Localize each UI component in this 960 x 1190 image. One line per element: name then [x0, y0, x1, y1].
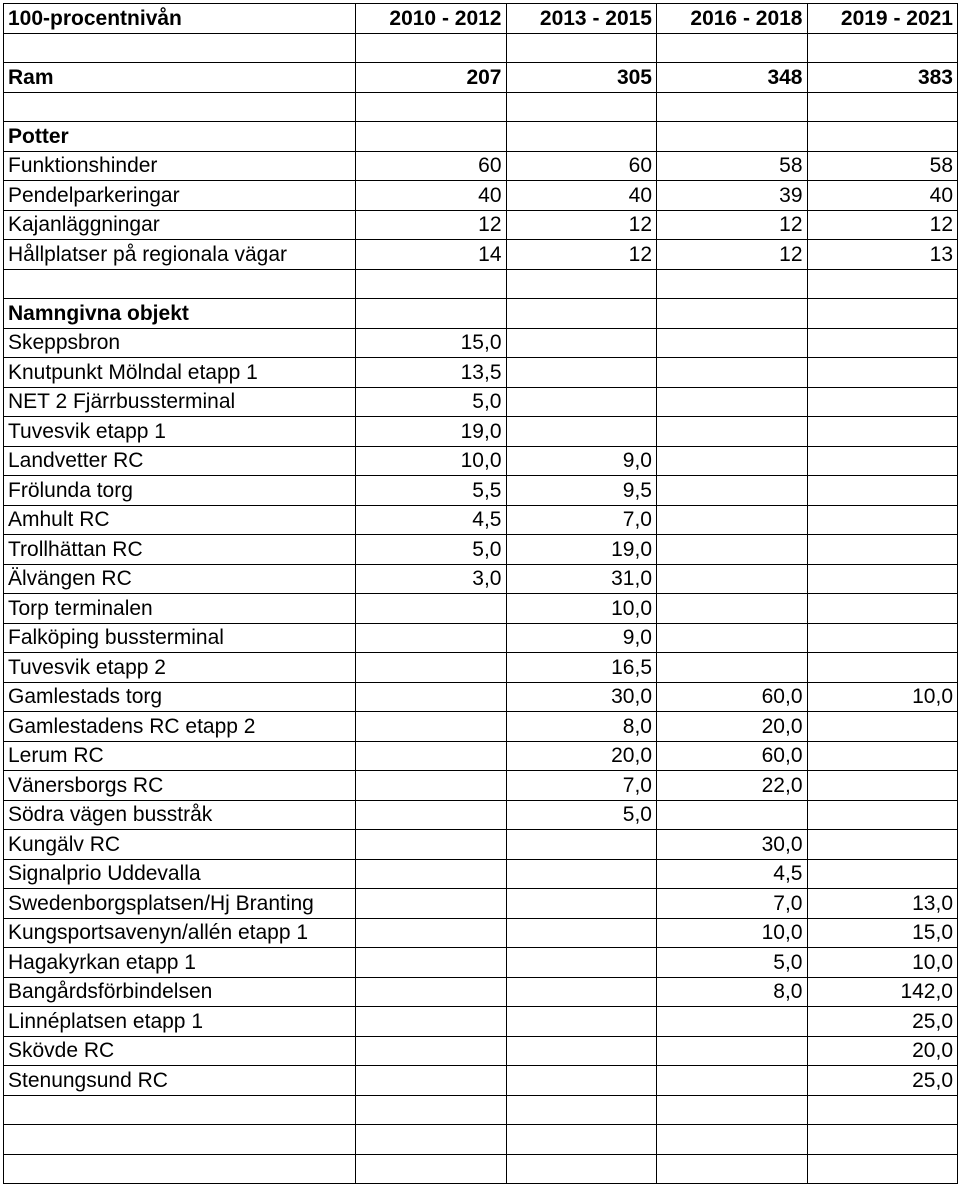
row-label-cell: Swedenborgsplatsen/Hj Branting: [4, 889, 356, 919]
row-label-cell: Kungälv RC: [4, 830, 356, 860]
row-value-cell: 16,5: [506, 653, 657, 683]
row-value-cell: [356, 1007, 507, 1037]
row-value-cell: 13: [807, 240, 958, 270]
row-value-cell: 19,0: [356, 417, 507, 447]
row-value-cell: 30,0: [506, 682, 657, 712]
row-value-cell: [356, 830, 507, 860]
row-value-cell: 14: [356, 240, 507, 270]
row-value-cell: 4,5: [657, 859, 808, 889]
row-value-cell: [807, 535, 958, 565]
row-value-cell: 8,0: [657, 977, 808, 1007]
row-value-cell: [356, 1066, 507, 1096]
row-value-cell: [356, 33, 507, 63]
row-value-cell: [657, 33, 808, 63]
row-value-cell: 40: [506, 181, 657, 211]
row-value-cell: [657, 594, 808, 624]
table-row: [4, 594, 958, 624]
row-value-cell: [807, 33, 958, 63]
row-label-cell: Linnéplatsen etapp 1: [4, 1007, 356, 1037]
row-value-cell: 348: [657, 63, 808, 93]
table-row: [4, 800, 958, 830]
row-label-cell: Skövde RC: [4, 1036, 356, 1066]
table-row: [4, 771, 958, 801]
row-value-cell: [506, 92, 657, 122]
row-label-cell: Signalprio Uddevalla: [4, 859, 356, 889]
row-value-cell: 5,0: [356, 387, 507, 417]
row-value-cell: 3,0: [356, 564, 507, 594]
row-value-cell: [807, 1154, 958, 1184]
table-row: [4, 417, 958, 447]
row-value-cell: 5,0: [506, 800, 657, 830]
header-period-cell: 2016 - 2018: [657, 4, 808, 34]
table-row: [4, 92, 958, 122]
row-value-cell: 12: [356, 210, 507, 240]
row-label-cell: Hagakyrkan etapp 1: [4, 948, 356, 978]
table-row: [4, 210, 958, 240]
row-value-cell: [657, 505, 808, 535]
row-value-cell: [506, 948, 657, 978]
row-value-cell: 5,0: [356, 535, 507, 565]
row-value-cell: [657, 1007, 808, 1037]
row-value-cell: [506, 33, 657, 63]
row-value-cell: [807, 623, 958, 653]
row-value-cell: 31,0: [506, 564, 657, 594]
row-value-cell: [506, 830, 657, 860]
table-row: [4, 240, 958, 270]
row-label-cell: Lerum RC: [4, 741, 356, 771]
row-value-cell: [657, 1125, 808, 1155]
table-row: [4, 712, 958, 742]
row-value-cell: [807, 859, 958, 889]
table-row: [4, 63, 958, 93]
row-value-cell: 60,0: [657, 741, 808, 771]
row-value-cell: [657, 800, 808, 830]
row-label-cell: Skeppsbron: [4, 328, 356, 358]
row-value-cell: [356, 682, 507, 712]
row-value-cell: [807, 712, 958, 742]
row-value-cell: [657, 476, 808, 506]
row-value-cell: 9,5: [506, 476, 657, 506]
row-value-cell: [657, 535, 808, 565]
table-row: [4, 151, 958, 181]
row-value-cell: [657, 358, 808, 388]
row-value-cell: [807, 1125, 958, 1155]
row-label-cell: Namngivna objekt: [4, 299, 356, 329]
row-value-cell: [506, 299, 657, 329]
header-period-cell: 2010 - 2012: [356, 4, 507, 34]
row-value-cell: [807, 653, 958, 683]
row-value-cell: [657, 299, 808, 329]
row-value-cell: 25,0: [807, 1066, 958, 1096]
row-value-cell: [807, 800, 958, 830]
row-value-cell: 60,0: [657, 682, 808, 712]
row-value-cell: [807, 1095, 958, 1125]
row-value-cell: 40: [807, 181, 958, 211]
row-value-cell: [506, 417, 657, 447]
row-label-cell: Gamlestadens RC etapp 2: [4, 712, 356, 742]
row-value-cell: [356, 889, 507, 919]
table-row: [4, 299, 958, 329]
row-value-cell: 15,0: [356, 328, 507, 358]
row-label-cell: Ram: [4, 63, 356, 93]
header-period-cell: 2019 - 2021: [807, 4, 958, 34]
table-row: [4, 623, 958, 653]
row-value-cell: [807, 505, 958, 535]
row-value-cell: 30,0: [657, 830, 808, 860]
row-value-cell: [506, 1095, 657, 1125]
table-row: [4, 948, 958, 978]
row-value-cell: 5,5: [356, 476, 507, 506]
table-row: [4, 122, 958, 152]
row-label-cell: NET 2 Fjärrbussterminal: [4, 387, 356, 417]
row-value-cell: [356, 1036, 507, 1066]
row-label-cell: Tuvesvik etapp 1: [4, 417, 356, 447]
row-value-cell: [356, 1095, 507, 1125]
row-value-cell: 19,0: [506, 535, 657, 565]
row-value-cell: [506, 1066, 657, 1096]
row-value-cell: 60: [506, 151, 657, 181]
row-value-cell: 7,0: [657, 889, 808, 919]
row-value-cell: 13,0: [807, 889, 958, 919]
row-value-cell: [356, 800, 507, 830]
row-label-cell: [4, 269, 356, 299]
row-value-cell: [657, 564, 808, 594]
row-value-cell: [657, 653, 808, 683]
row-value-cell: [506, 859, 657, 889]
row-value-cell: 12: [657, 210, 808, 240]
table-row: [4, 653, 958, 683]
row-label-cell: [4, 1154, 356, 1184]
row-value-cell: [807, 564, 958, 594]
row-value-cell: [506, 977, 657, 1007]
table-row: [4, 1007, 958, 1037]
row-value-cell: 25,0: [807, 1007, 958, 1037]
table-row: [4, 564, 958, 594]
row-value-cell: [506, 1125, 657, 1155]
row-value-cell: [657, 387, 808, 417]
row-label-cell: Landvetter RC: [4, 446, 356, 476]
row-label-cell: [4, 92, 356, 122]
table-row: [4, 1036, 958, 1066]
row-value-cell: [807, 122, 958, 152]
row-value-cell: [356, 269, 507, 299]
row-value-cell: 60: [356, 151, 507, 181]
row-value-cell: 20,0: [657, 712, 808, 742]
row-value-cell: 9,0: [506, 623, 657, 653]
row-value-cell: [657, 1154, 808, 1184]
table-row: [4, 830, 958, 860]
table-row: [4, 859, 958, 889]
table-row: [4, 1095, 958, 1125]
row-value-cell: 12: [657, 240, 808, 270]
row-label-cell: Vänersborgs RC: [4, 771, 356, 801]
row-value-cell: [356, 122, 507, 152]
row-value-cell: [506, 889, 657, 919]
table-row: [4, 1066, 958, 1096]
table-row: [4, 889, 958, 919]
row-value-cell: [807, 299, 958, 329]
row-value-cell: [807, 417, 958, 447]
table-row: [4, 328, 958, 358]
row-value-cell: [356, 741, 507, 771]
row-value-cell: 10,0: [506, 594, 657, 624]
row-value-cell: [506, 122, 657, 152]
row-label-cell: Gamlestads torg: [4, 682, 356, 712]
row-value-cell: [657, 623, 808, 653]
row-value-cell: [506, 358, 657, 388]
row-value-cell: [807, 771, 958, 801]
row-value-cell: 58: [807, 151, 958, 181]
row-value-cell: [657, 328, 808, 358]
row-value-cell: [356, 653, 507, 683]
header-row: [4, 4, 958, 34]
row-label-cell: Amhult RC: [4, 505, 356, 535]
table-row: [4, 476, 958, 506]
row-value-cell: [657, 446, 808, 476]
row-value-cell: [506, 1007, 657, 1037]
row-value-cell: [657, 1036, 808, 1066]
row-value-cell: [356, 859, 507, 889]
row-value-cell: 305: [506, 63, 657, 93]
table-body: [4, 33, 958, 1184]
row-value-cell: [356, 299, 507, 329]
row-value-cell: 207: [356, 63, 507, 93]
row-value-cell: [657, 92, 808, 122]
row-value-cell: [356, 92, 507, 122]
row-value-cell: 20,0: [506, 741, 657, 771]
row-label-cell: [4, 1125, 356, 1155]
row-value-cell: 12: [807, 210, 958, 240]
table-row: [4, 181, 958, 211]
row-value-cell: 7,0: [506, 771, 657, 801]
row-value-cell: [807, 328, 958, 358]
row-value-cell: [356, 918, 507, 948]
row-value-cell: [506, 387, 657, 417]
row-value-cell: [657, 1066, 808, 1096]
row-value-cell: [807, 92, 958, 122]
row-label-cell: Trollhättan RC: [4, 535, 356, 565]
row-value-cell: [506, 1036, 657, 1066]
row-value-cell: 13,5: [356, 358, 507, 388]
row-value-cell: 383: [807, 63, 958, 93]
row-label-cell: Falköping bussterminal: [4, 623, 356, 653]
row-value-cell: [807, 387, 958, 417]
table-row: [4, 1125, 958, 1155]
row-value-cell: 58: [657, 151, 808, 181]
table-row: [4, 918, 958, 948]
row-value-cell: [807, 476, 958, 506]
row-value-cell: [356, 977, 507, 1007]
row-value-cell: 40: [356, 181, 507, 211]
row-value-cell: 12: [506, 210, 657, 240]
table-row: [4, 269, 958, 299]
row-label-cell: Frölunda torg: [4, 476, 356, 506]
row-label-cell: Södra vägen busstråk: [4, 800, 356, 830]
row-label-cell: Pendelparkeringar: [4, 181, 356, 211]
row-label-cell: [4, 33, 356, 63]
row-label-cell: Stenungsund RC: [4, 1066, 356, 1096]
table-row: [4, 446, 958, 476]
row-value-cell: 5,0: [657, 948, 808, 978]
row-value-cell: [807, 830, 958, 860]
row-value-cell: 9,0: [506, 446, 657, 476]
row-value-cell: [807, 269, 958, 299]
row-value-cell: [807, 741, 958, 771]
budget-table: [3, 3, 958, 1184]
row-value-cell: 10,0: [807, 682, 958, 712]
row-value-cell: 142,0: [807, 977, 958, 1007]
row-value-cell: 10,0: [657, 918, 808, 948]
row-value-cell: [356, 1125, 507, 1155]
header-period-cell: 2013 - 2015: [506, 4, 657, 34]
table-row: [4, 1154, 958, 1184]
row-value-cell: 20,0: [807, 1036, 958, 1066]
row-label-cell: Kungsportsavenyn/allén etapp 1: [4, 918, 356, 948]
row-value-cell: [657, 122, 808, 152]
row-value-cell: 4,5: [356, 505, 507, 535]
table-row: [4, 741, 958, 771]
table-row: [4, 535, 958, 565]
row-value-cell: [506, 1154, 657, 1184]
row-value-cell: 10,0: [356, 446, 507, 476]
row-label-cell: Tuvesvik etapp 2: [4, 653, 356, 683]
row-value-cell: [657, 1095, 808, 1125]
row-value-cell: 7,0: [506, 505, 657, 535]
row-label-cell: Kajanläggningar: [4, 210, 356, 240]
table-row: [4, 977, 958, 1007]
row-value-cell: [506, 918, 657, 948]
row-value-cell: [506, 269, 657, 299]
row-value-cell: 15,0: [807, 918, 958, 948]
row-value-cell: [356, 594, 507, 624]
row-value-cell: 8,0: [506, 712, 657, 742]
row-label-cell: Knutpunkt Mölndal etapp 1: [4, 358, 356, 388]
row-label-cell: Älvängen RC: [4, 564, 356, 594]
row-value-cell: [657, 417, 808, 447]
table-row: [4, 358, 958, 388]
table-row: [4, 33, 958, 63]
row-value-cell: [506, 328, 657, 358]
row-label-cell: Torp terminalen: [4, 594, 356, 624]
row-label-cell: Bangårdsförbindelsen: [4, 977, 356, 1007]
row-value-cell: 10,0: [807, 948, 958, 978]
row-label-cell: Funktionshinder: [4, 151, 356, 181]
row-value-cell: [657, 269, 808, 299]
row-value-cell: [356, 712, 507, 742]
table-row: [4, 387, 958, 417]
header-label-cell: 100-procentnivån: [4, 4, 356, 34]
row-label-cell: Potter: [4, 122, 356, 152]
row-value-cell: [807, 446, 958, 476]
row-value-cell: [807, 594, 958, 624]
row-value-cell: [356, 623, 507, 653]
row-value-cell: [807, 358, 958, 388]
row-value-cell: [356, 771, 507, 801]
row-label-cell: [4, 1095, 356, 1125]
row-value-cell: [356, 948, 507, 978]
row-value-cell: [356, 1154, 507, 1184]
row-value-cell: 12: [506, 240, 657, 270]
row-value-cell: 22,0: [657, 771, 808, 801]
table-row: [4, 505, 958, 535]
row-label-cell: Hållplatser på regionala vägar: [4, 240, 356, 270]
table-row: [4, 682, 958, 712]
row-value-cell: 39: [657, 181, 808, 211]
